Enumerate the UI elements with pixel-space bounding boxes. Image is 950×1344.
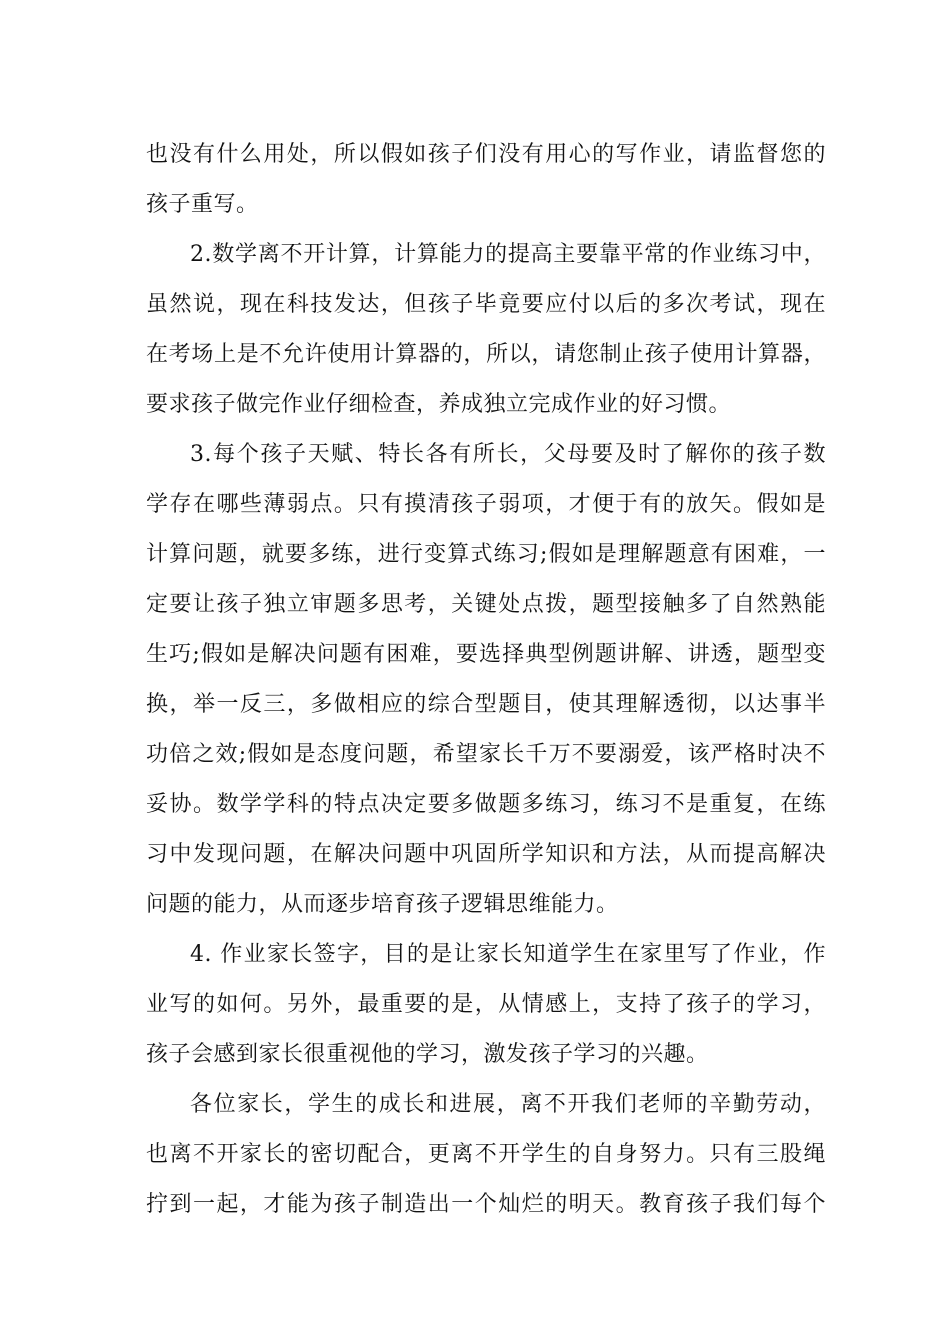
- text-line: 在考场上是不允许使用计算器的，所以，请您制止孩子使用计算器，: [146, 342, 826, 367]
- text-line: 也没有什么用处，所以假如孩子们没有用心的写作业，请监督您的: [146, 142, 826, 167]
- text-line: 业写的如何。另外，最重要的是，从情感上，支持了孩子的学习，: [146, 992, 826, 1017]
- text-line: 学存在哪些薄弱点。只有摸清孩子弱项，才便于有的放矢。假如是: [146, 492, 826, 517]
- text-line: 定要让孩子独立审题多思考，关键处点拨，题型接触多了自然熟能: [146, 592, 826, 617]
- text-line: 计算问题，就要多练，进行变算式练习;假如是理解题意有困难，一: [146, 542, 826, 567]
- text-line: 拧到一起，才能为孩子制造出一个灿烂的明天。教育孩子我们每个: [146, 1192, 826, 1217]
- text-line: 3.每个孩子天赋、特长各有所长，父母要及时了解你的孩子数: [190, 442, 826, 467]
- text-line: 孩子重写。: [146, 192, 259, 217]
- body-text: [146, 130, 826, 1230]
- text-line: 要求孩子做完作业仔细检查，养成独立完成作业的好习惯。: [146, 392, 732, 417]
- text-line: 各位家长，学生的成长和进展，离不开我们老师的辛勤劳动，: [190, 1092, 826, 1117]
- text-line: 孩子会感到家长很重视他的学习，激发孩子学习的兴趣。: [146, 1042, 709, 1067]
- text-line: 生巧;假如是解决问题有困难，要选择典型例题讲解、讲透，题型变: [146, 642, 826, 667]
- text-line: 换，举一反三，多做相应的综合型题目，使其理解透彻，以达事半: [146, 692, 826, 717]
- text-line: 功倍之效;假如是态度问题，希望家长千万不要溺爱，该严格时决不: [146, 742, 826, 767]
- text-line: 问题的能力，从而逐步培育孩子逻辑思维能力。: [146, 892, 619, 917]
- text-line: 也离不开家长的密切配合，更离不开学生的自身努力。只有三股绳: [146, 1142, 826, 1167]
- text-line: 习中发现问题，在解决问题中巩固所学知识和方法，从而提高解决: [146, 842, 826, 867]
- text-line: 虽然说，现在科技发达，但孩子毕竟要应付以后的多次考试，现在: [146, 292, 826, 317]
- text-line: 4. 作业家长签字，目的是让家长知道学生在家里写了作业，作: [190, 942, 826, 967]
- text-line: 2.数学离不开计算，计算能力的提高主要靠平常的作业练习中，: [190, 242, 826, 267]
- text-line: 妥协。数学学科的特点决定要多做题多练习，练习不是重复，在练: [146, 792, 826, 817]
